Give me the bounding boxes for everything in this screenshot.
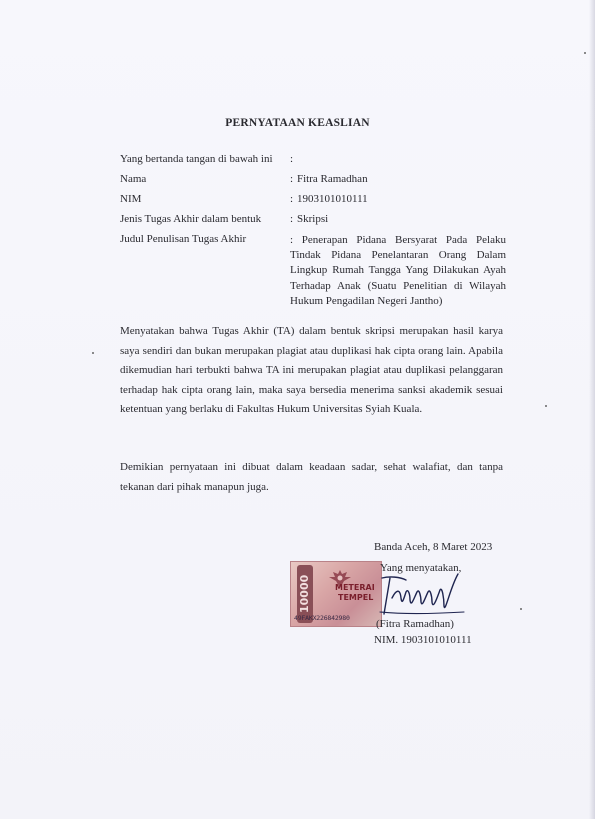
document-title: PERNYATAAN KEASLIAN [225,117,370,129]
stamp-serial-code: 49FAKX226842980 [294,614,350,622]
identity-value: : Penerapan Pidana Bersyarat Pada Pelaku Tindak Pidana Penelantaran Orang Dalam Lingkup Rumah Tangga Yang Dilakukan Ayah Terhadap Anak (Suatu Penelitian di Wilayah Hukum Pengadilan Negeri Jantho) [290,234,506,307]
identity-row-nim [120,193,520,213]
identity-value: 1903101010111 [297,193,368,205]
identity-row-name [120,173,520,193]
signer-label: Yang menyatakan, [380,562,462,574]
identity-colon: : [290,193,294,205]
paper-speck [545,405,547,407]
handwritten-signature-icon [360,568,470,622]
identity-label: Jenis Tugas Akhir dalam bentuk [120,213,262,225]
identity-colon: : [290,153,294,165]
signer-nim: NIM. 1903101010111 [374,634,472,646]
paper-speck [520,608,522,610]
identity-colon: : [290,173,294,185]
signer-name: (Fitra Ramadhan) [376,618,454,630]
paper-speck [584,52,586,54]
paper-speck [92,352,94,354]
statement-paragraph: Menyatakan bahwa Tugas Akhir (TA) dalam bentuk skripsi merupakan hasil karya saya sendiri dan bukan merupakan plagiat atau duplikasi hak cipta orang lain. Apabila dikemudian hari terbukti bahwa TA ini merupakan plagiat atau duplikasi pelanggaran terhadap hak cipta orang lain, maka saya bersedia menerima sanksi akademik sesuai ketentuan yang berlaku di Fakultas Hukum Universitas Syiah Kuala. [120,325,503,415]
identity-label: NIM [120,193,142,205]
stamp-value: 10000 [298,574,311,614]
identity-label: Judul Penulisan Tugas Akhir [120,233,247,245]
identity-value: Skripsi [297,213,329,225]
stamp-text-meterai: METERAI [335,583,375,592]
stamp-text-tempel: TEMPEL [338,593,374,602]
place-date: Banda Aceh, 8 Maret 2023 [374,541,493,553]
closing-paragraph: Demikian pernyataan ini dibuat dalam keadaan sadar, sehat walafiat, dan tanpa tekanan dari pihak manapun juga. [120,461,503,493]
identity-colon: : [290,213,294,225]
identity-row-title [120,233,520,313]
identity-value: Fitra Ramadhan [297,173,368,185]
identity-row-type [120,213,520,233]
identity-section [120,153,520,313]
identity-label: Nama [120,173,147,185]
identity-row-signer [120,153,520,173]
identity-label: Yang bertanda tangan di bawah ini [120,153,273,165]
